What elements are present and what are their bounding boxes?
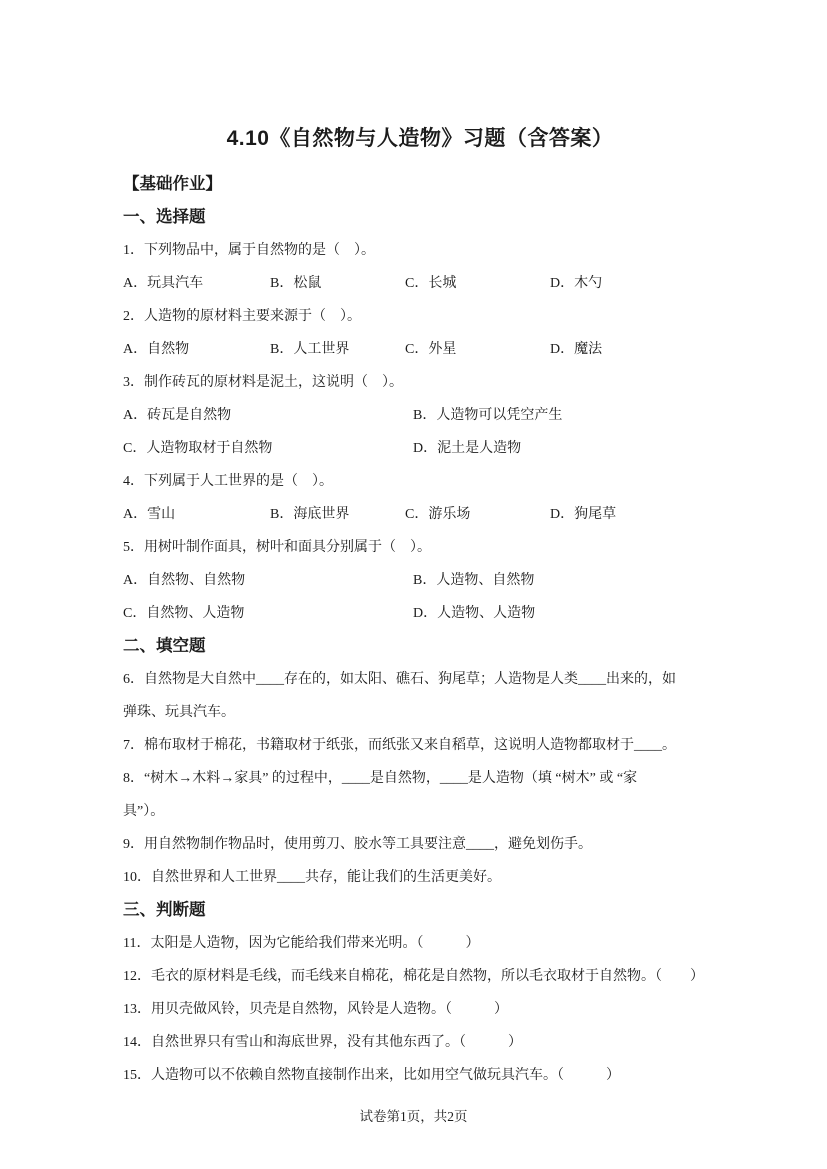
section-basic-homework: 【基础作业】 bbox=[123, 175, 222, 193]
question-1-options-item-1: B．松鼠 bbox=[270, 276, 322, 291]
question-9: 9．用自然物制作物品时，使用剪刀、胶水等工具要注意____，避免划伤手。 bbox=[123, 837, 592, 852]
question-2-options bbox=[123, 333, 717, 366]
question-4-options-item-0: A．雪山 bbox=[123, 507, 176, 522]
question-5-options-cd-item-0: C．自然物、人造物 bbox=[123, 606, 245, 621]
question-2-options-item-3: D．魔法 bbox=[550, 342, 603, 357]
question-2-options-item-0: A．自然物 bbox=[123, 342, 190, 357]
question-5-options-ab-item-0: A．自然物、自然物 bbox=[123, 573, 246, 588]
section-judgment-questions: 三、判断题 bbox=[123, 901, 206, 919]
question-5: 5．用树叶制作面具，树叶和面具分别属于（ ）。 bbox=[123, 540, 431, 555]
question-5-options-cd-item-1: D．人造物、人造物 bbox=[413, 606, 536, 621]
question-10: 10．自然世界和人工世界____共存，能让我们的生活更美好。 bbox=[123, 870, 501, 885]
question-2-options-item-2: C．外星 bbox=[405, 342, 457, 357]
question-1-options-item-2: C．长城 bbox=[405, 276, 457, 291]
question-5-options-ab bbox=[123, 564, 717, 597]
question-3-options-ab-item-0: A．砖瓦是自然物 bbox=[123, 408, 232, 423]
question-3-options-ab bbox=[123, 399, 717, 432]
section-fill-blank-questions: 二、填空题 bbox=[123, 637, 206, 655]
question-15: 15．人造物可以不依赖自然物直接制作出来，比如用空气做玩具汽车。（ ） bbox=[123, 1068, 620, 1083]
doc-body bbox=[123, 168, 717, 1092]
question-1-options bbox=[123, 267, 717, 300]
question-5-options-cd bbox=[123, 597, 717, 630]
question-3-options-ab-item-1: B．人造物可以凭空产生 bbox=[413, 408, 563, 423]
section-choice-questions: 一、选择题 bbox=[123, 208, 206, 226]
question-2-options-item-1: B．人工世界 bbox=[270, 342, 350, 357]
question-3-options-cd bbox=[123, 432, 717, 465]
question-14: 14．自然世界只有雪山和海底世界，没有其他东西了。（ ） bbox=[123, 1035, 522, 1050]
doc-content bbox=[123, 124, 717, 1092]
page-title: 4.10《自然物与人造物》习题（含答案） bbox=[226, 127, 614, 150]
question-1: 1．下列物品中，属于自然物的是（ ）。 bbox=[123, 243, 375, 258]
question-3-options-cd-item-1: D．泥土是人造物 bbox=[413, 441, 522, 456]
question-4: 4．下列属于人工世界的是（ ）。 bbox=[123, 474, 333, 489]
question-3-options-cd-item-0: C．人造物取材于自然物 bbox=[123, 441, 273, 456]
question-3: 3．制作砖瓦的原材料是泥土，这说明（ ）。 bbox=[123, 375, 403, 390]
question-4-options-item-2: C．游乐场 bbox=[405, 507, 471, 522]
question-12: 12．毛衣的原材料是毛线，而毛线来自棉花，棉花是自然物，所以毛衣取材于自然物。（ ） bbox=[123, 969, 704, 984]
question-2: 2．人造物的原材料主要来源于（ ）。 bbox=[123, 309, 361, 324]
question-8-line-2: 具”）。 bbox=[123, 804, 165, 819]
question-11: 11．太阳是人造物，因为它能给我们带来光明。（ ） bbox=[123, 936, 480, 951]
question-1-options-item-0: A．玩具汽车 bbox=[123, 276, 204, 291]
page-footer: 试卷第1页，共2页 bbox=[359, 1109, 468, 1124]
question-1-options-item-3: D．木勺 bbox=[550, 276, 603, 291]
question-5-options-ab-item-1: B．人造物、自然物 bbox=[413, 573, 535, 588]
question-13: 13．用贝壳做风铃，贝壳是自然物，风铃是人造物。（ ） bbox=[123, 1002, 508, 1017]
question-8-line-1: 8．“树木→木料→家具” 的过程中，____是自然物，____是人造物（填 “树木” 或 “家 bbox=[123, 771, 638, 786]
question-4-options-item-1: B．海底世界 bbox=[270, 507, 350, 522]
question-4-options-item-3: D．狗尾草 bbox=[550, 507, 617, 522]
question-4-options bbox=[123, 498, 717, 531]
question-6-line-1: 6．自然物是大自然中____存在的，如太阳、礁石、狗尾草；人造物是人类____出来的，如 bbox=[123, 672, 676, 687]
question-7: 7．棉布取材于棉花，书籍取材于纸张，而纸张又来自稻草，这说明人造物都取材于____。 bbox=[123, 738, 676, 753]
question-6-line-2: 弹珠、玩具汽车。 bbox=[123, 705, 235, 720]
